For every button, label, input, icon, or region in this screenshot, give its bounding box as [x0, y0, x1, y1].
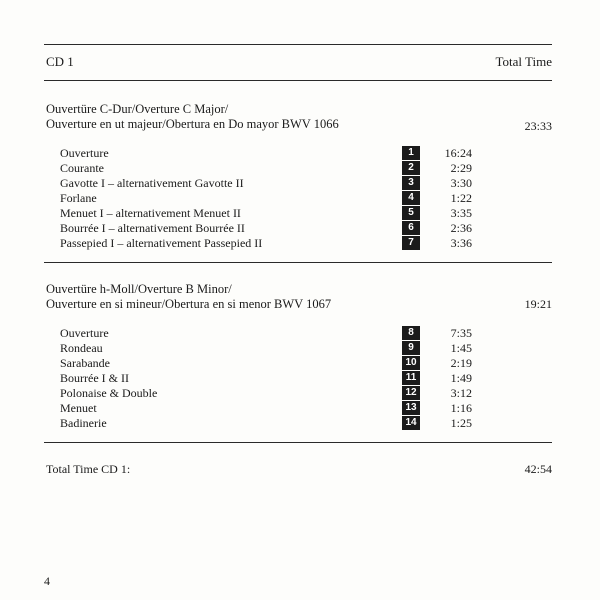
work-total-time: 19:21 — [524, 297, 552, 311]
track-name: Forlane — [60, 191, 97, 205]
track-row — [60, 161, 472, 176]
work-title-line2: Ouverture en si mineur/Obertura en si menor BWV 1067 — [46, 297, 332, 311]
track-duration: 1:49 — [450, 371, 472, 385]
footer-rule — [44, 442, 552, 443]
track-number-badge: 8 — [402, 326, 420, 340]
track-name: Courante — [60, 161, 104, 175]
track-duration: 1:25 — [450, 416, 472, 430]
top-rule — [44, 44, 552, 45]
total-time-header: Total Time — [495, 54, 552, 69]
track-name: Rondeau — [60, 341, 103, 355]
track-row — [60, 176, 472, 191]
track-duration: 1:45 — [450, 341, 472, 355]
track-row — [60, 401, 472, 416]
work-total-time: 23:33 — [524, 119, 552, 133]
track-row — [60, 191, 472, 206]
page-number: 4 — [44, 574, 50, 588]
track-duration: 7:35 — [450, 326, 472, 340]
track-number-badge: 1 — [402, 146, 420, 160]
cd-total-label: Total Time CD 1: — [46, 462, 131, 476]
track-name: Sarabande — [60, 356, 110, 370]
track-row — [60, 416, 472, 431]
track-name: Gavotte I – alternativement Gavotte II — [60, 176, 244, 190]
track-name: Bourrée I & II — [60, 371, 129, 385]
track-number-badge: 9 — [402, 341, 420, 355]
track-name: Polonaise & Double — [60, 386, 158, 400]
track-number-badge: 12 — [402, 386, 420, 400]
track-number-badge: 3 — [402, 176, 420, 190]
header-rule — [44, 80, 552, 81]
track-duration: 1:22 — [450, 191, 472, 205]
track-duration: 16:24 — [444, 146, 472, 160]
track-name: Bourrée I – alternativement Bourrée II — [60, 221, 245, 235]
cd-label: CD 1 — [46, 54, 74, 69]
track-row — [60, 356, 472, 371]
track-row — [60, 326, 472, 341]
track-name: Ouverture — [60, 146, 109, 160]
track-duration: 2:19 — [450, 356, 472, 370]
track-name: Menuet — [60, 401, 97, 415]
track-duration: 3:12 — [450, 386, 472, 400]
work-title-line1: Ouvertüre h-Moll/Overture B Minor/ — [46, 282, 232, 296]
track-duration: 2:29 — [450, 161, 472, 175]
track-row — [60, 371, 472, 386]
track-number-badge: 14 — [402, 416, 420, 430]
work-title-line2: Ouverture en ut majeur/Obertura en Do mayor BWV 1066 — [46, 117, 339, 131]
track-row — [60, 386, 472, 401]
track-name: Passepied I – alternativement Passepied II — [60, 236, 263, 250]
track-duration: 3:30 — [450, 176, 472, 190]
work-title-line1: Ouvertüre C-Dur/Overture C Major/ — [46, 102, 229, 116]
section-rule — [44, 262, 552, 263]
track-name: Menuet I – alternativement Menuet II — [60, 206, 241, 220]
track-number-badge: 11 — [402, 371, 420, 385]
track-number-badge: 13 — [402, 401, 420, 415]
track-duration: 1:16 — [450, 401, 472, 415]
track-number-badge: 10 — [402, 356, 420, 370]
cd-total-value: 42:54 — [524, 462, 552, 476]
track-row — [60, 206, 472, 221]
track-row — [60, 341, 472, 356]
track-number-badge: 4 — [402, 191, 420, 205]
track-duration: 3:36 — [450, 236, 472, 250]
track-row — [60, 236, 472, 251]
track-number-badge: 7 — [402, 236, 420, 250]
track-row — [60, 221, 472, 236]
track-row — [60, 146, 472, 161]
track-name: Badinerie — [60, 416, 107, 430]
track-number-badge: 2 — [402, 161, 420, 175]
track-duration: 3:35 — [450, 206, 472, 220]
track-number-badge: 5 — [402, 206, 420, 220]
track-number-badge: 6 — [402, 221, 420, 235]
track-name: Ouverture — [60, 326, 109, 340]
track-duration: 2:36 — [450, 221, 472, 235]
